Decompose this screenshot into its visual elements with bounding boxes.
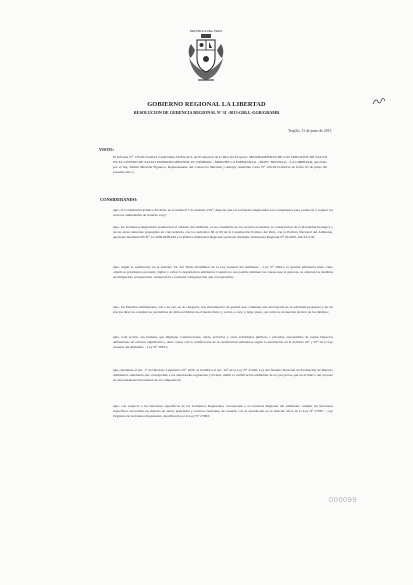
paragraph-6: Que, mediante el Art. 1° del Decreto Legislativo N° 1078, se modifica el Art. 16° de la Ley N° 27446, Ley del Sistema Nacional de Evaluación de Impacto Ambiental, señalando que corresponde a las autoridades regionales y locales, emitir la certificación ambiental de los proyectos que en el marco del proceso de descentralización resulten de su competencia; (113, 368, 333, 383)
paragraph-3: Que, según lo establecido en el Artículo VI, del Título Preliminar de la Ley General del Ambiente – Ley N° 28611, la gestión ambiental tiene como objetivos prioritarios prevenir, vigilar y evitar la degradación ambiental. Cuando no sea posible eliminar las causas que la generan, se adoptan las medidas de mitigación, recuperación, restauración o eventual compensación que correspondan; (113, 265, 333, 280)
resolution-number: RESOLUCION DE GERENCIA REGIONAL N° 31 -2013-GRLL-GGR/GRAMR (133, 110, 280, 115)
page-stamp: 000099 (329, 495, 358, 504)
crest-caption: REPUBLICA DEL PERU (189, 29, 223, 33)
paragraph-1: Que, la Constitución Política del Perú, en el numeral 5 de Artículo 192°, dispone que los Gobiernos Regionales son competentes para promover y regular los sectores ambientales de acuerdo a ley; (113, 208, 333, 218)
paragraph-2: Que, los Gobiernos Regionales promueven el cuidado del ambiente, el uso sostenible de los recursos naturales, la conservación de la diversidad biológica y de las áreas naturales protegidas en concordancia con los Artículos 66 al 69 de la Constitución Política del Perú, con la Política Nacional del Ambiente, aprobada mediante DS N° 12-2009-MINAM y la Política Ambiental Regional aprobada mediante Ordenanza Regional N° 04-2001-GR-LL/CR; (113, 225, 333, 240)
considerando-heading: CONSIDERANDO: (100, 197, 138, 202)
paragraph-7: Que, con respecto a las funciones específicas de los Gobiernos Regionales, corresponde a la Gerencia Regional del Ambiente, cumplir las funciones específicas sectoriales en materia de salud, principios y recursos naturales, de acuerdo con lo establecido en el Artículo 29-A de la Ley N° 27867 – Ley Orgánica de Gobiernos Regionales, modificada por la Ley N° 27902; (113, 404, 333, 419)
visto-paragraph: El Informe N° 178-2013-GRLL-GGR/GRA-SGEA.ACI, de Evaluación de la DIA del Proyecto: MEJORAMIENTO DE LOS SERVICIOS DE SALUD EN EL CENTRO DE SALUD MATERNO INFANTIL EL NÚMERO – MERCHE LA ESPERANZA – PROV. TRUJILLO – LA LIBERTAD, aprobado por el Ing. Martin Miranda Figueroa, Representante del Consorcio Miranda y Amaya, mediante Carta N° 120-2013-GRCA de fecha 03 de junio del presente año; y (113, 155, 327, 175)
paragraph-4: Que, los Estudios Ambientales, son a su vez, en su categoría, son instrumentos de gestión que contienen una descripción de la actividad propuesta y de los efectos directos e indirectos previsibles de dicha actividad en el medio físico y social, a corto y largo plazo, así como la evaluación técnica de los mismos; (113, 305, 333, 315)
coat-of-arms-icon (183, 28, 229, 88)
document-date: Trujillo, 11 de junio de 2013 (288, 129, 332, 133)
visto-heading: VISTO: (99, 147, 115, 152)
institution-title: GOBIERNO REGIONAL LA LIBERTAD (147, 101, 266, 108)
handwritten-initials (372, 96, 386, 106)
paragraph-5: Que, toda acción, sea humana que implique construcciones, obras, servicios y otras actividades públicas o privadas, susceptibles de causar impactos ambientales de carácter significativo, debe contar con la certificación de la certificación ambiental, según lo establecido en el Artículo 24° y 25° de la Ley General del Ambiente – Ley N° 28611; (113, 335, 333, 350)
